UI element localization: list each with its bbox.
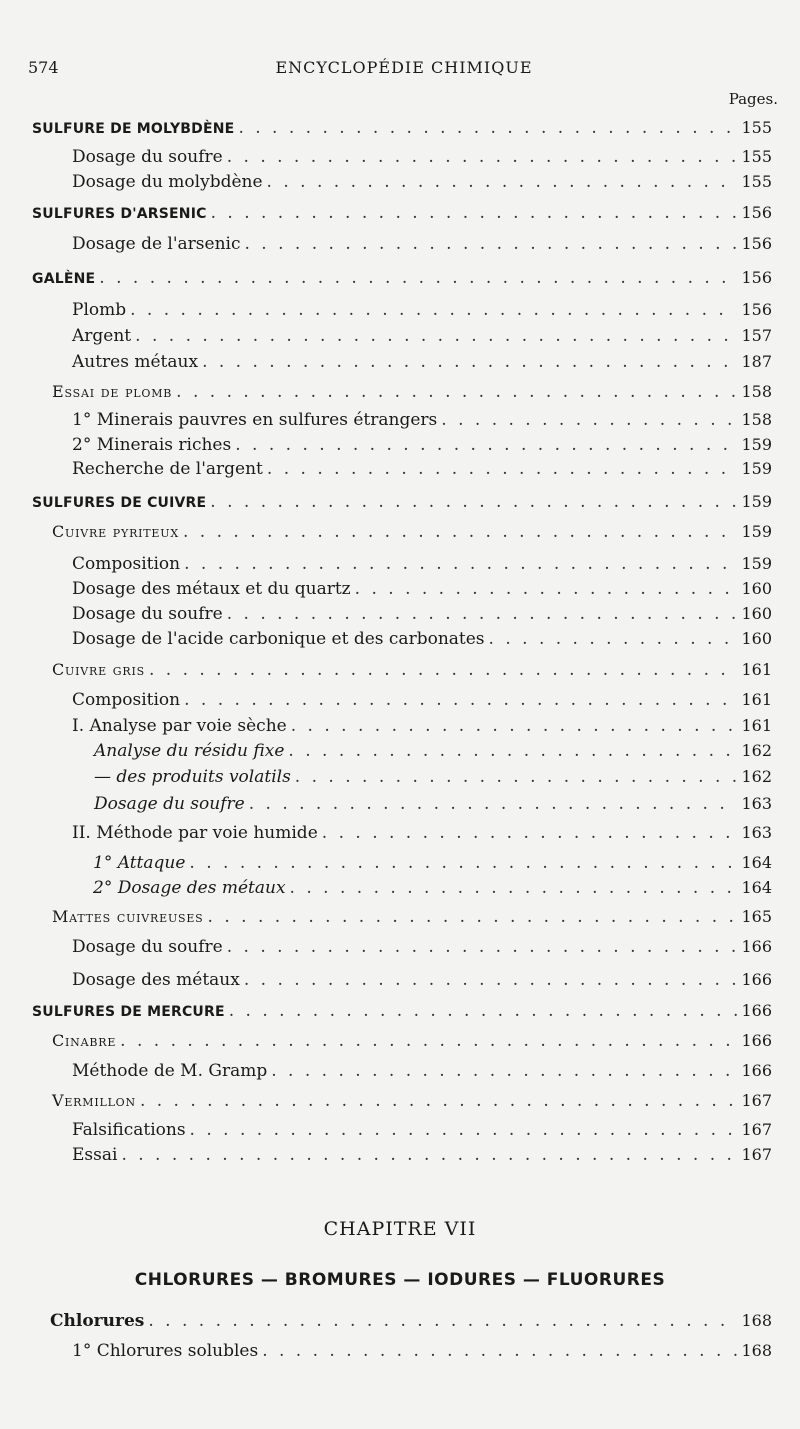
toc-entry-title: — des produits volatils	[94, 767, 291, 787]
toc-entry-title: Cuivre gris	[52, 660, 145, 679]
toc-entry	[0, 1341, 772, 1367]
toc-entry-page: 166	[741, 1031, 772, 1050]
toc-entry-page: 167	[741, 1091, 772, 1110]
toc-entry	[0, 604, 772, 630]
dot-leader	[140, 1091, 738, 1111]
toc-entry-page: 163	[741, 794, 772, 813]
toc-entry-page: 162	[741, 767, 772, 786]
dot-leader	[238, 118, 737, 138]
toc-entry-title: 2° Dosage des métaux	[93, 878, 286, 898]
toc-entry-title: GALÈNE	[32, 271, 96, 287]
toc-entry-page: 159	[741, 522, 772, 541]
toc-entry-page: 160	[741, 629, 772, 648]
toc-entry	[0, 1061, 772, 1087]
toc-entry-title: Composition	[72, 690, 181, 710]
toc-entry-page: 168	[741, 1311, 772, 1330]
toc-entry	[0, 118, 772, 144]
dot-leader	[291, 716, 738, 736]
toc-entry	[0, 907, 772, 933]
toc-entry-title: SULFURES DE CUIVRE	[32, 495, 207, 511]
toc-entry-title: Cuivre pyriteux	[52, 522, 179, 541]
toc-entry-page: 167	[741, 1120, 772, 1139]
toc-entry-page: 164	[741, 878, 772, 897]
toc-entry	[0, 435, 772, 461]
page-number: 574	[28, 58, 59, 77]
toc-entry-title: Autres métaux	[72, 352, 199, 372]
toc-entry-page: 161	[741, 690, 772, 709]
dot-leader	[227, 147, 738, 167]
dot-leader	[229, 1001, 738, 1021]
dot-leader	[211, 203, 738, 223]
toc-entry-page: 158	[741, 410, 772, 429]
toc-entry-page: 159	[741, 492, 772, 511]
toc-entry-title: Essai	[72, 1145, 118, 1165]
dot-leader	[121, 1145, 737, 1165]
toc-entry	[0, 326, 772, 352]
dot-leader	[99, 268, 737, 288]
toc-entry-title: Dosage de l'arsenic	[72, 234, 241, 254]
toc-entry	[0, 300, 772, 326]
toc-entry-title: 1° Minerais pauvres en sulfures étrangers	[72, 410, 438, 430]
toc-entry-title: Dosage du soufre	[72, 604, 223, 624]
toc-entry-page: 165	[741, 907, 772, 926]
toc-entry-page: 166	[741, 937, 772, 956]
toc-entry-page: 159	[741, 435, 772, 454]
dot-leader	[202, 352, 737, 372]
toc-entry	[0, 410, 772, 436]
toc-entry	[0, 767, 772, 793]
dot-leader	[267, 172, 738, 192]
toc-entry-page: 156	[741, 268, 772, 287]
dot-leader	[249, 794, 738, 814]
toc-entry-page: 167	[741, 1145, 772, 1164]
toc-entry	[0, 492, 772, 518]
toc-entry-title: Dosage de l'acide carbonique et des carbonates	[72, 629, 485, 649]
toc-entry-page: 158	[741, 382, 772, 401]
dot-leader	[190, 1120, 738, 1140]
toc-entry	[0, 716, 772, 742]
toc-entry	[0, 382, 772, 408]
toc-entry-title: Dosage du molybdène	[72, 172, 263, 192]
dot-leader	[183, 522, 737, 542]
dot-leader	[288, 741, 737, 761]
toc-entry-title: Analyse du résidu fixe	[94, 741, 285, 761]
chapter-title: CHLORURES — BROMURES — IODURES — FLUORURES	[134, 1270, 666, 1290]
toc-entry-page: 157	[741, 326, 772, 345]
toc-entry-title: Dosage du soufre	[72, 937, 223, 957]
toc-entry-title: Cinabre	[52, 1031, 117, 1050]
toc-entry-page: 156	[741, 234, 772, 253]
toc-entry	[0, 794, 772, 820]
toc-entry-page: 161	[741, 660, 772, 679]
toc-entry-title: Méthode de M. Gramp	[72, 1061, 268, 1081]
dot-leader	[244, 234, 737, 254]
toc-entry-title: SULFURES DE MERCURE	[32, 1004, 225, 1020]
toc-entry-page: 166	[741, 1061, 772, 1080]
toc-entry-page: 163	[741, 823, 772, 842]
dot-leader	[355, 579, 738, 599]
toc-entry	[0, 823, 772, 849]
toc-entry	[0, 629, 772, 655]
dot-leader	[271, 1061, 737, 1081]
toc-entry	[0, 660, 772, 686]
dot-leader	[235, 435, 737, 455]
toc-entry-title: 1° Attaque	[93, 853, 186, 873]
toc-entry	[0, 579, 772, 605]
toc-entry-page: 166	[741, 970, 772, 989]
toc-entry-page: 156	[741, 300, 772, 319]
pages-column-label: Pages.	[728, 90, 778, 108]
toc-entry-page: 156	[741, 203, 772, 222]
toc-entry	[0, 554, 772, 580]
running-title: ENCYCLOPÉDIE CHIMIQUE	[275, 58, 533, 77]
toc-entry	[0, 1091, 772, 1117]
toc-entry-page: 159	[741, 459, 772, 478]
toc-entry-title: 2° Minerais riches	[72, 435, 232, 455]
toc-entry-title: Dosage des métaux	[72, 970, 240, 990]
dot-leader	[441, 410, 737, 430]
toc-entry-title: 1° Chlorures solubles	[72, 1341, 259, 1361]
toc-entry-page: 155	[741, 118, 772, 137]
toc-entry	[0, 352, 772, 378]
toc-entry-title: I. Analyse par voie sèche	[72, 716, 287, 736]
dot-leader	[322, 823, 738, 843]
toc-entry-title: Falsifications	[72, 1120, 186, 1140]
toc-entry	[0, 1120, 772, 1146]
toc-entry-title: Plomb	[72, 300, 127, 320]
toc-entry-title: Vermillon	[52, 1091, 136, 1110]
dot-leader	[262, 1341, 737, 1361]
dot-leader	[290, 878, 738, 898]
toc-entry	[0, 970, 772, 996]
toc-entry	[0, 937, 772, 963]
toc-entry	[0, 203, 772, 229]
toc-entry-page: 168	[741, 1341, 772, 1360]
dot-leader	[227, 604, 738, 624]
page-header	[28, 58, 780, 82]
toc-entry	[0, 459, 772, 485]
toc-entry-title: SULFURES D'ARSENIC	[32, 206, 207, 222]
dot-leader	[120, 1031, 737, 1051]
toc-entry-page: 160	[741, 579, 772, 598]
toc-entry	[0, 690, 772, 716]
toc-entry	[0, 522, 772, 548]
toc-entry-page: 187	[741, 352, 772, 371]
chapter-label: CHAPITRE VII	[323, 1218, 477, 1240]
toc-entry	[0, 268, 772, 294]
dot-leader	[489, 629, 738, 649]
toc-entry-title: II. Méthode par voie humide	[72, 823, 318, 843]
toc-entry-page: 164	[741, 853, 772, 872]
toc-entry-title: Dosage du soufre	[94, 794, 245, 814]
dot-leader	[184, 554, 737, 574]
toc-entry	[0, 878, 772, 904]
toc-entry	[0, 741, 772, 767]
dot-leader	[149, 660, 738, 680]
dot-leader	[135, 326, 737, 346]
dot-leader	[189, 853, 737, 873]
toc-entry-title: Essai de plomb	[52, 382, 173, 401]
toc-entry-title: Recherche de l'argent	[72, 459, 263, 479]
dot-leader	[244, 970, 738, 990]
toc-entry-page: 159	[741, 554, 772, 573]
toc-entry	[0, 147, 772, 173]
toc-entry	[0, 1001, 772, 1027]
toc-entry-title: Chlorures	[50, 1311, 145, 1331]
dot-leader	[227, 937, 738, 957]
toc-entry-page: 160	[741, 604, 772, 623]
toc-entry-title: Argent	[72, 326, 132, 346]
toc-entry-title: Composition	[72, 554, 181, 574]
toc-entry-title: Dosage du soufre	[72, 147, 223, 167]
toc-entry-page: 166	[741, 1001, 772, 1020]
dot-leader	[267, 459, 738, 479]
dot-leader	[295, 767, 738, 787]
toc-entry	[0, 1145, 772, 1171]
toc-entry	[0, 853, 772, 879]
dot-leader	[208, 907, 738, 927]
dot-leader	[176, 382, 737, 402]
toc-entry-title: SULFURE DE MOLYBDÈNE	[32, 121, 235, 137]
toc-entry-title: Mattes cuivreuses	[52, 907, 204, 926]
dot-leader	[184, 690, 737, 710]
toc-entry-page: 155	[741, 147, 772, 166]
toc-entry	[0, 172, 772, 198]
toc-entry	[0, 1031, 772, 1057]
toc-entry-page: 155	[741, 172, 772, 191]
toc-entry	[0, 234, 772, 260]
dot-leader	[148, 1311, 737, 1331]
toc-entry-title: Dosage des métaux et du quartz	[72, 579, 351, 599]
dot-leader	[210, 492, 737, 512]
dot-leader	[130, 300, 737, 320]
toc-entry-page: 161	[741, 716, 772, 735]
toc-entry-page: 162	[741, 741, 772, 760]
toc-entry	[0, 1311, 772, 1337]
